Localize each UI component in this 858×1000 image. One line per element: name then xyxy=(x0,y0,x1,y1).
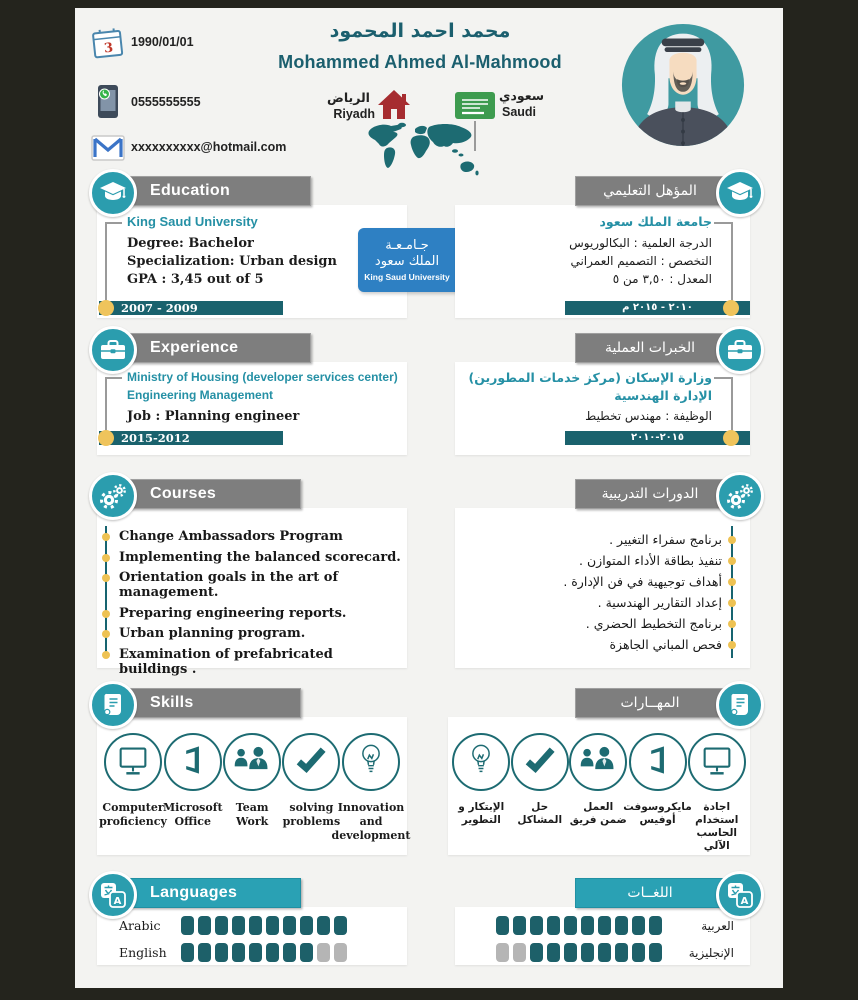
skill-label: Innovation and development xyxy=(331,801,411,842)
experience-header-label: Experience xyxy=(150,339,239,356)
language-level-block xyxy=(232,916,245,935)
course-label: Orientation goals in the art of management. xyxy=(119,570,339,600)
course-label: Preparing engineering reports. xyxy=(119,605,347,621)
language-level-block xyxy=(181,916,194,935)
education-header-label-ar: المؤهل التعليمي xyxy=(603,183,697,199)
course-label: برنامج التخطيط الحضري . xyxy=(585,616,722,631)
education-dates: 2007 - 2009 xyxy=(121,301,198,315)
job-line-ar: الوظيفة : مهندس تخطيط xyxy=(585,409,712,423)
language-label: Arabic xyxy=(119,918,161,933)
language-level-block xyxy=(564,916,577,935)
courses-header-bar-ar xyxy=(575,479,725,509)
languages-card-ar xyxy=(455,907,750,965)
languages-header-label-ar: اللغــات xyxy=(627,885,673,901)
languages-header-bar-ar xyxy=(575,878,725,908)
nationality-english: Saudi xyxy=(502,105,537,119)
experience-dates: 2015-2012 xyxy=(121,431,190,445)
language-level-block xyxy=(615,916,628,935)
gpa-line-ar: المعدل : ٣,٥٠ من ٥ xyxy=(612,272,712,286)
experience-dates-bar xyxy=(99,431,283,445)
course-item xyxy=(99,647,403,677)
svg-text:A: A xyxy=(740,895,749,907)
world-map xyxy=(363,120,483,184)
briefcase-icon-ar xyxy=(716,326,764,374)
bullet-dot xyxy=(102,630,110,638)
university-logo-ar-line2: الملك سعود xyxy=(374,254,440,269)
office-icon xyxy=(641,743,675,782)
language-label: العربية xyxy=(701,918,734,933)
language-row xyxy=(471,916,734,935)
timeline-line xyxy=(731,377,733,435)
language-level-block xyxy=(513,916,526,935)
skill-label: العمل ضمن فريق xyxy=(569,801,627,827)
gears-icon-ar xyxy=(716,472,764,520)
language-level-block xyxy=(266,943,279,962)
course-label: Implementing the balanced scorecard. xyxy=(119,549,401,565)
monitor-icon xyxy=(114,741,152,784)
saudi-flag-icon xyxy=(455,92,495,120)
language-level-block xyxy=(317,916,330,935)
course-item xyxy=(463,574,746,589)
translate-icon-ar xyxy=(716,871,764,919)
course-item xyxy=(463,532,746,547)
timeline-tick xyxy=(105,222,122,224)
language-row xyxy=(471,943,734,962)
phone-value: 0555555555 xyxy=(131,95,201,109)
language-level-block xyxy=(564,943,577,962)
team-icon xyxy=(232,745,272,780)
timeline-line xyxy=(105,377,107,435)
language-level-block xyxy=(249,943,262,962)
skills-header-label: Skills xyxy=(150,694,194,711)
education-header-bar xyxy=(113,176,311,206)
skill-label: حل المشاكل xyxy=(517,801,563,827)
briefcase-icon xyxy=(89,326,137,374)
language-level-block xyxy=(198,943,211,962)
phone-icon xyxy=(97,84,119,120)
language-level-block xyxy=(266,916,279,935)
language-level-block xyxy=(232,943,245,962)
experience-card-ar xyxy=(455,362,750,455)
languages-header-label: Languages xyxy=(150,884,238,901)
timeline-line xyxy=(105,222,107,307)
languages-list-ar xyxy=(471,916,734,970)
bullet-dot xyxy=(728,578,736,586)
course-label: Urban planning program. xyxy=(119,626,306,641)
specialization-line: Specialization: Urban design xyxy=(127,254,337,269)
timeline-tick xyxy=(714,222,731,224)
course-label: تنفيذ بطاقة الأداء المتوازن . xyxy=(579,553,722,568)
skill-label: Microsoft Office xyxy=(163,801,223,828)
language-level-block xyxy=(649,916,662,935)
courses-list-ar xyxy=(463,532,746,658)
language-level-block xyxy=(215,916,228,935)
svg-text:3: 3 xyxy=(103,40,114,57)
language-level-block xyxy=(215,943,228,962)
nationality-arabic: سعودي xyxy=(499,88,545,103)
resume-page xyxy=(75,8,783,988)
language-level-block xyxy=(334,916,347,935)
job-line: Job : Planning engineer xyxy=(127,409,300,424)
course-label: إعداد التقارير الهندسية . xyxy=(597,595,722,610)
calendar-icon xyxy=(90,26,128,60)
course-label: أهداف توجيهية في فن الإدارة . xyxy=(563,574,722,589)
course-item xyxy=(99,570,403,600)
skill-label: مايكروسوفت أوفيس xyxy=(623,801,692,827)
university-logo-en: King Saud University xyxy=(364,272,450,283)
timeline-dot xyxy=(98,430,114,446)
course-label: برنامج سفراء التغيير . xyxy=(609,532,722,547)
timeline-dot xyxy=(723,300,739,316)
course-item xyxy=(463,637,746,652)
timeline-tick xyxy=(714,377,731,379)
skills-card-ar xyxy=(448,717,750,855)
language-level-block xyxy=(283,916,296,935)
language-level-block xyxy=(547,943,560,962)
employer-name: Ministry of Housing (developer services center) xyxy=(127,370,398,384)
bullet-dot xyxy=(728,557,736,565)
gpa-line: GPA : 3,45 out of 5 xyxy=(127,272,264,287)
avatar xyxy=(620,22,746,148)
skill-label: Team Work xyxy=(235,801,269,828)
education-header-bar-ar xyxy=(575,176,725,206)
city-english: Riyadh xyxy=(333,107,375,121)
language-level-block xyxy=(598,916,611,935)
experience-header-label-ar: الخبرات العملية xyxy=(604,340,696,356)
course-label: فحص المباني الجاهزة xyxy=(609,637,722,652)
language-level-block xyxy=(334,943,347,962)
bulb-icon xyxy=(468,742,494,783)
language-level-block xyxy=(632,943,645,962)
city-arabic: الرياض xyxy=(327,90,370,105)
language-level xyxy=(496,943,662,962)
course-label: Examination of prefabricated buildings . xyxy=(119,646,333,677)
education-dates-bar xyxy=(99,301,283,315)
skills-list-ar xyxy=(452,733,746,854)
language-level xyxy=(181,916,347,935)
skill-label: اجادة استخدام الحاسب الآلي xyxy=(695,801,739,853)
language-level-block xyxy=(598,943,611,962)
skill-item xyxy=(223,733,282,829)
svg-text:A: A xyxy=(113,895,122,907)
education-header-label: Education xyxy=(150,182,231,199)
language-row xyxy=(119,916,347,935)
bullet-dot xyxy=(728,536,736,544)
course-item xyxy=(99,529,403,544)
language-level-block xyxy=(181,943,194,962)
education-card-ar xyxy=(455,205,750,318)
birthdate-value: 1990/01/01 xyxy=(131,35,194,49)
courses-header-bar xyxy=(113,479,301,509)
bullet-dot xyxy=(102,574,110,582)
name-english: Mohammed Ahmed Al-Mahmood xyxy=(278,52,562,72)
bullet-dot xyxy=(102,651,110,659)
timeline-dot xyxy=(723,430,739,446)
language-level-block xyxy=(530,943,543,962)
degree-line: Degree: Bachelor xyxy=(127,236,254,251)
skill-item xyxy=(511,733,570,827)
language-level-block xyxy=(249,916,262,935)
language-row xyxy=(119,943,347,962)
courses-list-en xyxy=(99,529,403,682)
skills-list-en xyxy=(99,733,411,842)
experience-header-bar-ar xyxy=(575,333,725,363)
email-value: xxxxxxxxxx@hotmail.com xyxy=(131,140,287,154)
skill-item xyxy=(163,733,223,829)
graduation-cap-icon xyxy=(89,169,137,217)
language-level-block xyxy=(283,943,296,962)
language-level xyxy=(496,916,662,935)
language-level-block xyxy=(317,943,330,962)
language-level-block xyxy=(547,916,560,935)
department-name-ar: الإدارة الهندسية xyxy=(614,388,712,403)
course-item xyxy=(463,616,746,631)
course-item xyxy=(463,553,746,568)
language-level-block xyxy=(649,943,662,962)
course-item xyxy=(99,550,403,565)
experience-header-bar xyxy=(113,333,311,363)
department-name: Engineering Management xyxy=(127,388,274,402)
university-logo-ar-line1: جـامـعـة xyxy=(385,237,429,253)
skill-item xyxy=(452,733,511,827)
experience-dates-ar: ٢٠١٥-٢٠١٠ xyxy=(631,432,684,443)
timeline-tick xyxy=(105,377,122,379)
courses-header-label-ar: الدورات التدريبية xyxy=(601,486,699,502)
skills-header-label-ar: المهــارات xyxy=(620,695,680,711)
bullet-dot xyxy=(728,641,736,649)
courses-card-en xyxy=(97,508,407,677)
specialization-line-ar: التخصص : التصميم العمراني xyxy=(570,254,712,268)
timeline-line xyxy=(731,222,733,307)
skills-header-bar xyxy=(113,688,301,718)
experience-card-en xyxy=(97,362,407,455)
bullet-dot xyxy=(102,533,110,541)
language-level-block xyxy=(300,943,313,962)
skill-item xyxy=(688,733,747,854)
gears-icon xyxy=(89,472,137,520)
skills-card-en xyxy=(97,717,411,855)
office-icon xyxy=(176,743,210,782)
house-icon xyxy=(377,88,411,122)
translate-icon xyxy=(89,871,137,919)
school-name-ar: جامعة الملك سعود xyxy=(599,214,712,229)
language-level-block xyxy=(496,943,509,962)
language-level-block xyxy=(615,943,628,962)
course-label: Change Ambassadors Program xyxy=(119,529,343,544)
check-icon xyxy=(523,746,557,779)
bullet-dot xyxy=(728,620,736,628)
languages-header-bar xyxy=(113,878,301,908)
course-item xyxy=(99,606,403,621)
school-name: King Saud University xyxy=(127,214,258,229)
course-item xyxy=(99,626,403,641)
name-arabic: محمد احمد المحمود xyxy=(329,20,511,42)
bullet-dot xyxy=(102,554,110,562)
language-level-block xyxy=(581,943,594,962)
skill-label: الإبتكار و التطوير xyxy=(458,801,505,827)
education-dates-ar: ٢٠١٠ - ٢٠١٥ م xyxy=(622,302,693,313)
languages-list-en xyxy=(119,916,347,970)
skills-header-bar-ar xyxy=(575,688,725,718)
languages-card-en xyxy=(97,907,407,965)
skill-item xyxy=(569,733,628,827)
language-level-block xyxy=(300,916,313,935)
monitor-icon xyxy=(698,741,736,784)
employer-name-ar: وزارة الإسكان (مركز خدمات المطورين) xyxy=(468,370,712,385)
course-item xyxy=(463,595,746,610)
team-icon xyxy=(578,745,618,780)
bullet-dot xyxy=(728,599,736,607)
language-level-block xyxy=(513,943,526,962)
graduation-cap-icon-ar xyxy=(716,169,764,217)
language-level-block xyxy=(632,916,645,935)
skill-item xyxy=(99,733,167,829)
language-level xyxy=(181,943,347,962)
skill-item xyxy=(623,733,692,827)
mail-icon xyxy=(91,135,125,161)
language-label: الإنجليزية xyxy=(688,945,734,960)
language-label: English xyxy=(119,945,167,960)
skill-item xyxy=(331,733,411,842)
skill-label: solving problems xyxy=(282,801,341,828)
timeline-dot xyxy=(98,300,114,316)
language-level-block xyxy=(581,916,594,935)
scroll-icon xyxy=(89,681,137,729)
degree-line-ar: الدرجة العلمية : البكالوريوس xyxy=(569,236,712,250)
skill-label: Computer proficiency xyxy=(99,801,167,828)
language-level-block xyxy=(530,916,543,935)
language-level-block xyxy=(496,916,509,935)
courses-header-label: Courses xyxy=(150,485,217,502)
bullet-dot xyxy=(102,610,110,618)
check-icon xyxy=(294,746,328,779)
courses-card-ar xyxy=(455,508,750,668)
language-level-block xyxy=(198,916,211,935)
scroll-icon-ar xyxy=(716,681,764,729)
bulb-icon xyxy=(358,742,384,783)
